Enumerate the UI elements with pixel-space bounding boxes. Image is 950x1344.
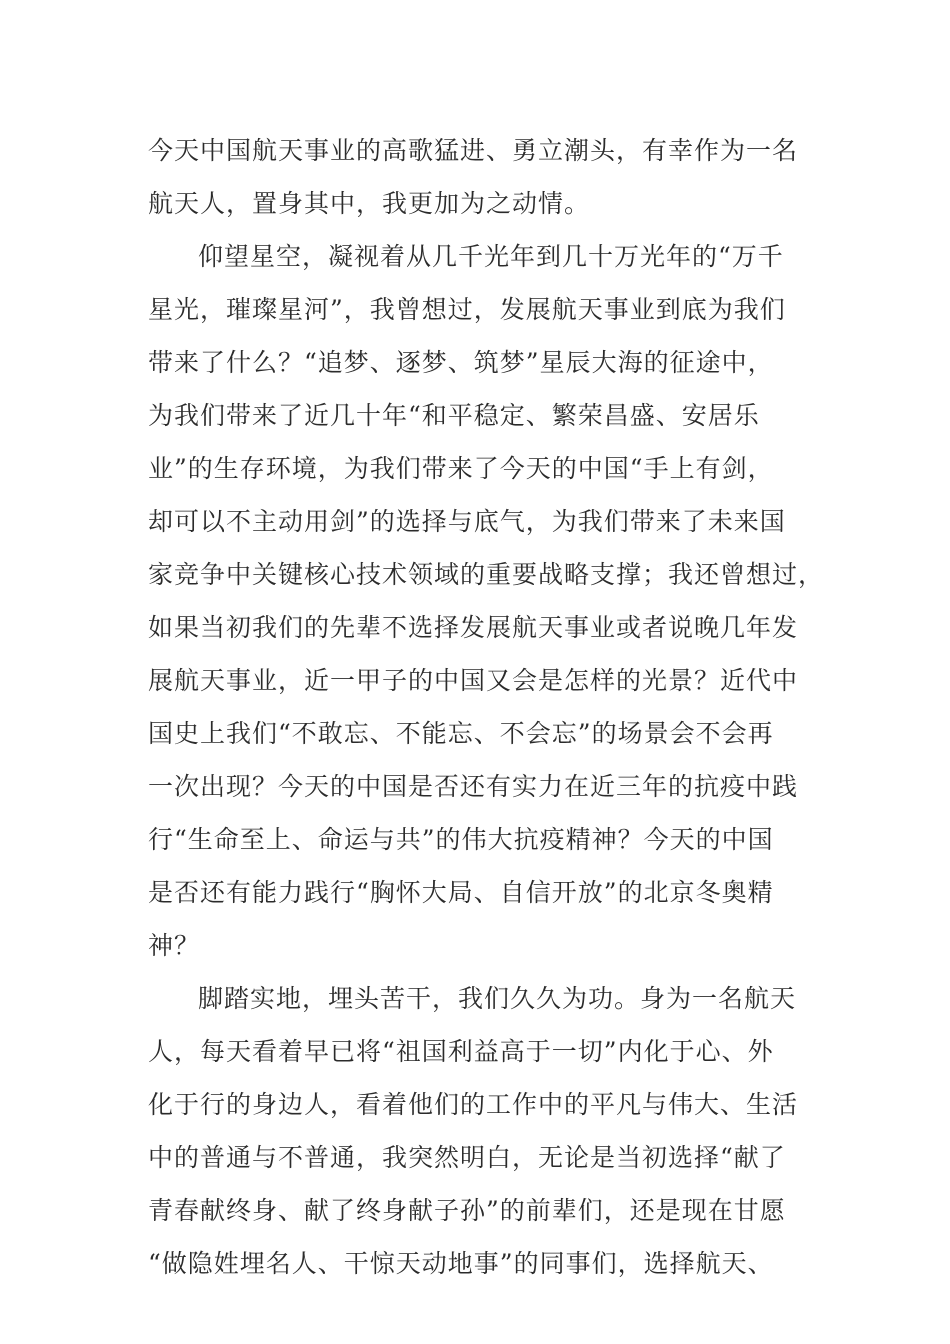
paragraph-start-line: 仰望星空，凝视着从几千光年到几十万光年的“万千 — [198, 242, 784, 271]
text-line: 人，每天看着早已将“祖国利益高于一切”内化于心、外 — [148, 1037, 774, 1066]
text-line: 却可以不主动用剑”的选择与底气，为我们带来了未来国 — [148, 507, 786, 536]
text-line: 行“生命至上、命运与共”的伟大抗疫精神？今天的中国 — [148, 825, 774, 854]
text-line: 国史上我们“不敢忘、不能忘、不会忘”的场景会不会再 — [148, 719, 774, 748]
text-line: 如果当初我们的先辈不选择发展航天事业或者说晚几年发 — [148, 613, 799, 642]
text-line: 展航天事业，近一甲子的中国又会是怎样的光景？近代中 — [148, 666, 799, 695]
text-line: 航天人，置身其中，我更加为之动情。 — [148, 189, 591, 218]
text-line: 星光，璀璨星河”，我曾想过，发展航天事业到底为我们 — [148, 295, 786, 324]
text-line: 家竞争中关键核心技术领域的重要战略支撑；我还曾想过， — [148, 560, 825, 589]
text-line: 一次出现？今天的中国是否还有实力在近三年的抗疫中践 — [148, 772, 799, 801]
text-line: 带来了什么？“追梦、逐梦、筑梦”星辰大海的征途中， — [148, 348, 774, 377]
text-line: “做隐姓埋名人、干惊天动地事”的同事们，选择航天、 — [148, 1249, 774, 1278]
paragraph-start-line: 脚踏实地，埋头苦干，我们久久为功。身为一名航天 — [198, 984, 797, 1013]
text-line: 是否还有能力践行“胸怀大局、自信开放”的北京冬奥精 — [148, 878, 774, 907]
text-line: 为我们带来了近几十年“和平稳定、繁荣昌盛、安居乐 — [148, 401, 760, 430]
text-line: 化于行的身边人，看着他们的工作中的平凡与伟大、生活 — [148, 1090, 799, 1119]
text-line: 青春献终身、献了终身献子孙”的前辈们，还是现在甘愿 — [148, 1196, 786, 1225]
text-line: 业”的生存环境，为我们带来了今天的中国“手上有剑， — [148, 454, 774, 483]
text-line: 神？ — [148, 931, 201, 960]
text-line: 今天中国航天事业的高歌猛进、勇立潮头，有幸作为一名 — [148, 136, 799, 165]
text-line: 中的普通与不普通，我突然明白，无论是当初选择“献了 — [148, 1143, 786, 1172]
